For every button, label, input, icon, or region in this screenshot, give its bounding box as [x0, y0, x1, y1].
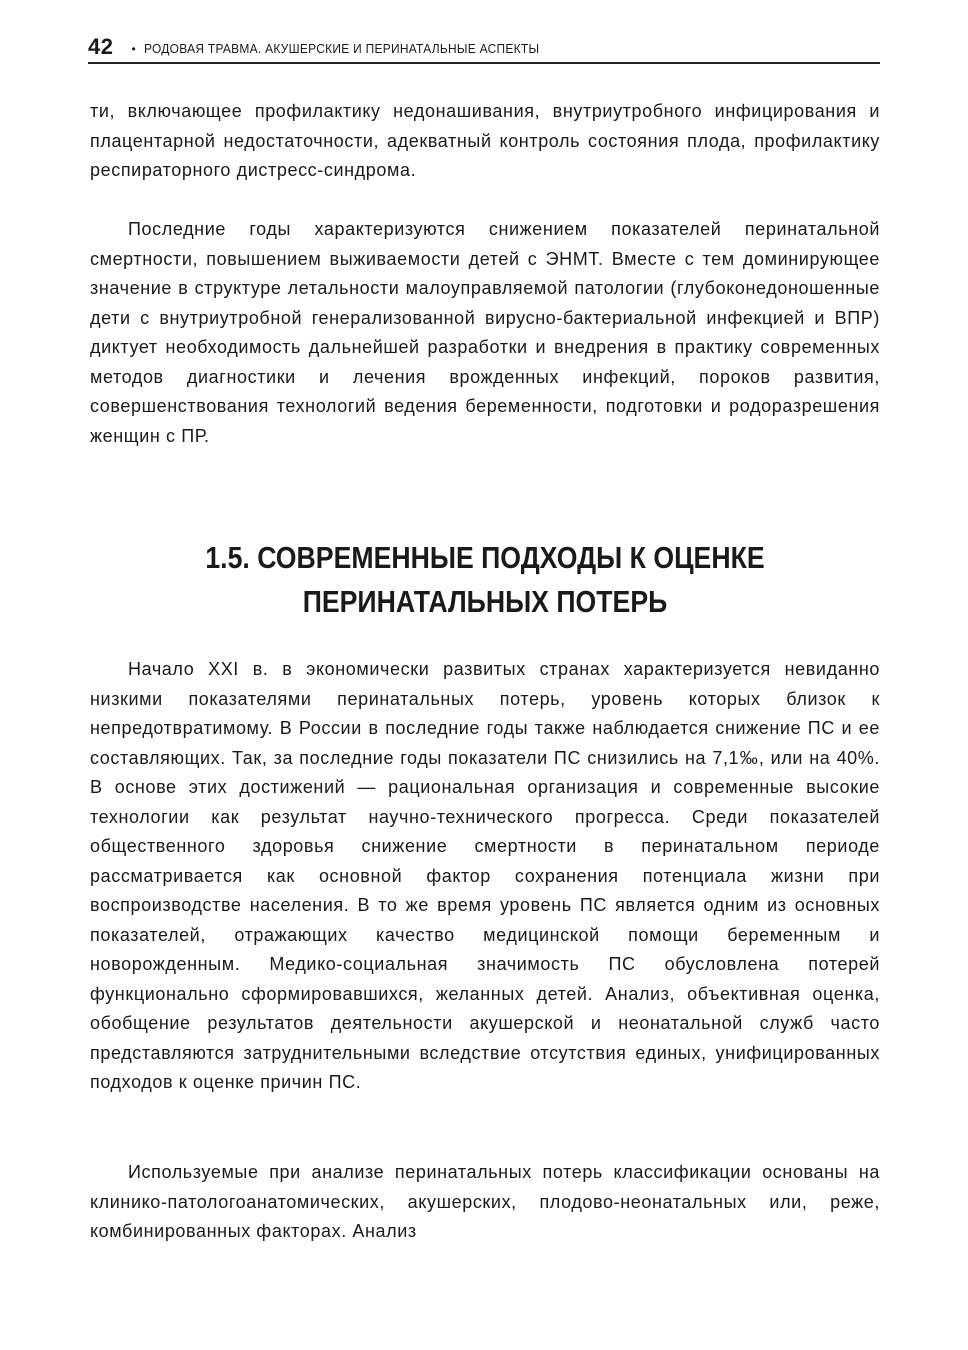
section-heading-line-1: 1.5. СОВРЕМЕННЫЕ ПОДХОДЫ К ОЦЕНКЕ	[205, 540, 765, 575]
running-head-title: РОДОВАЯ ТРАВМА. АКУШЕРСКИЕ И ПЕРИНАТАЛЬНЫЕ АСПЕКТЫ	[143, 41, 540, 56]
section-heading-line-2: ПЕРИНАТАЛЬНЫХ ПОТЕРЬ	[302, 584, 668, 619]
paragraph-classifications: Используемые при анализе перинатальных потерь классификации основаны на клинико-патологоанатомических, акушерских, плодово-неонатальных или, реже, комбинированных факторах. Анализ	[90, 1162, 880, 1241]
paragraph-recent-years: Последние годы характеризуются снижением показателей перинатальной смертности, повышением выживаемости детей с ЭНМТ. Вместе с тем доминирующее значение в структуре летальности малоуправляемой патологии (глубоконедоношенные дети с внутриутробной генерализованной вирусно-бактериальной инфекцией и ВПР) диктует необходимость дальнейшей разработки и внедрения в практику современных методов диагностики и лечения врожденных инфекций, пороков развития, совершенствования технологий ведения беременности, подготовки и родоразрешения женщин с ПР.	[90, 219, 880, 446]
bullet-icon: •	[131, 42, 136, 56]
running-head	[88, 30, 880, 64]
section-heading	[145, 536, 824, 624]
page-number: 42	[88, 34, 114, 59]
paragraph-21st-century: Начало XXI в. в экономически развитых странах характеризуется невиданно низкими показателями перинатальных потерь, уровень которых близок к непредотвратимому. В России в последние годы также наблюдается снижение ПС и ее составляющих. Так, за последние годы показатели ПС снизились на 7,1‰, или на 40%. В основе этих достижений — рациональная организация и современные высокие технологии как результат научно-технического прогресса. Среди показателей общественного здоровья снижение смертности в перинатальном периоде рассматривается как основной фактор сохранения потенциала жизни при воспроизводстве населения. В то же время уровень ПС является одним из основных показателей, отражающих качество медицинской помощи беременным и новорожденным. Медико-социальная значимость ПС обусловлена потерей функционально сформировавшихся, желанных детей. Анализ, объективная оценка, обобщение результатов деятельности акушерской и неонатальной служб часто представляются затруднительными вследствие отсутствия единых, унифицированных подходов к оценке причин ПС.	[90, 659, 880, 1092]
paragraph-continued: ти, включающее профилактику недонашивания, внутриутробного инфицирования и плацентарной недостаточности, адекватный контроль состояния плода, профилактику респираторного дистресс-синдрома.	[90, 101, 880, 180]
